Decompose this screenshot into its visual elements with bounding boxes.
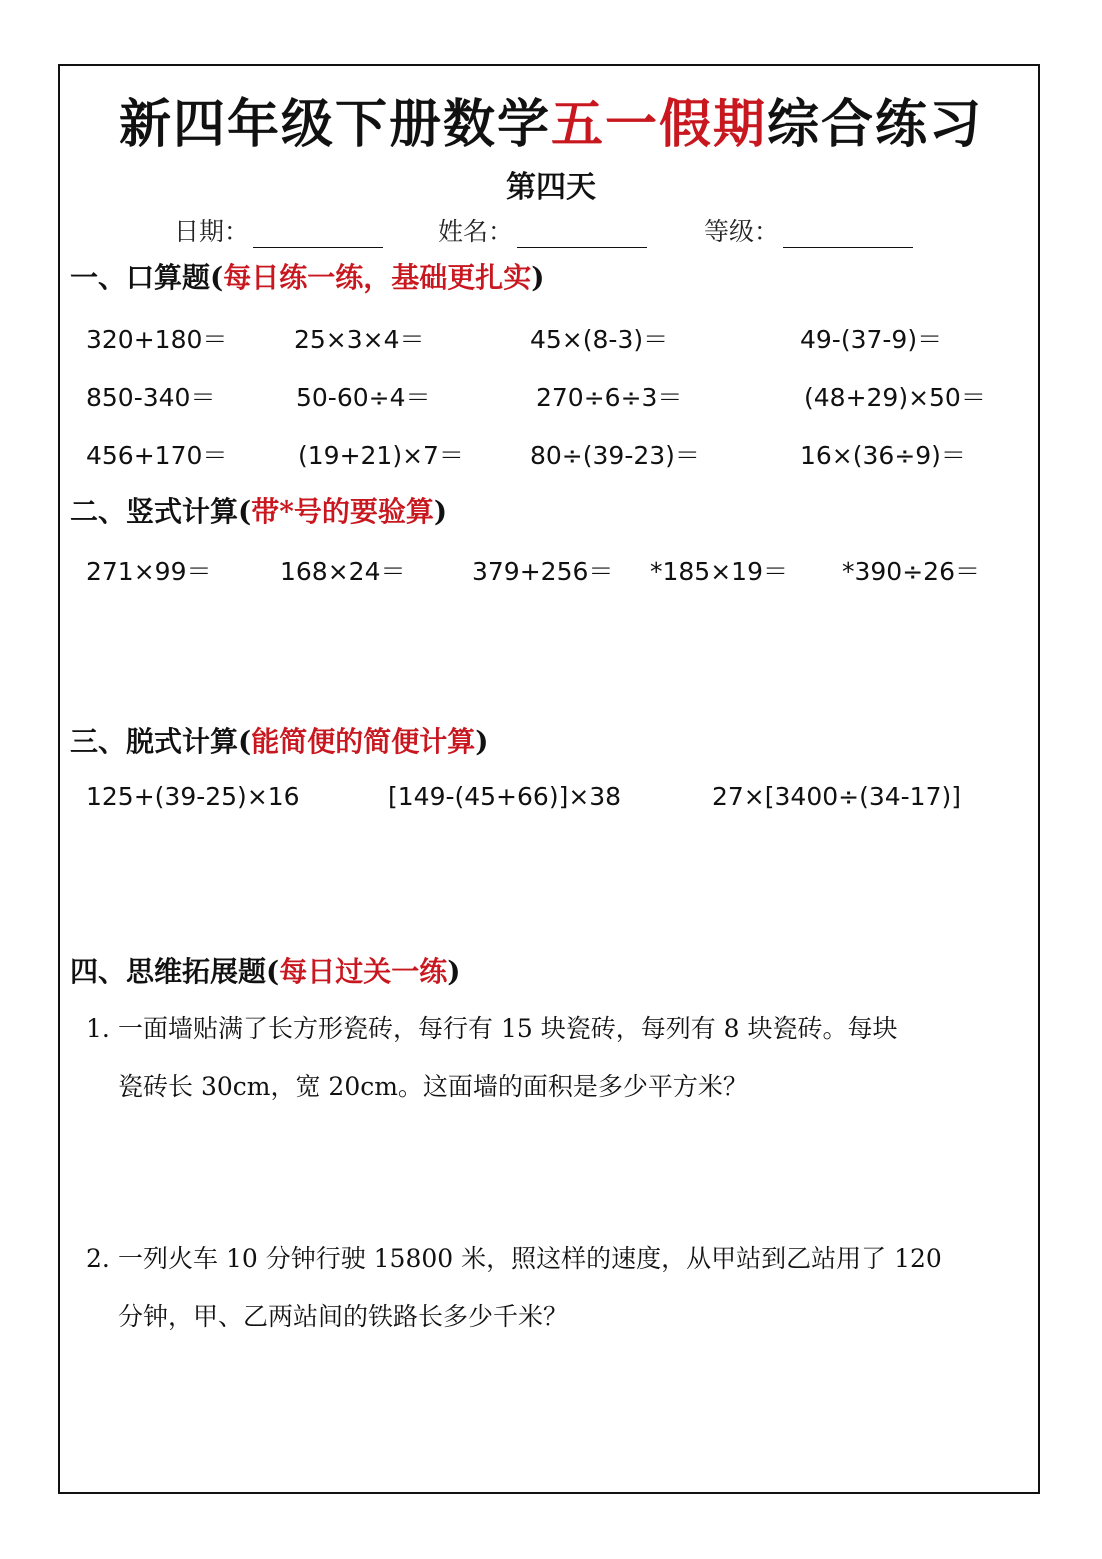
stepwise-calc-item: [149-(45+66)]×38 (388, 782, 622, 811)
word-problem-2 (86, 1230, 1022, 1346)
problem-text: 一列火车 10 分钟行驶 15800 米，照这样的速度，从甲站到乙站用了 120 (118, 1244, 942, 1273)
problem-text: 一面墙贴满了长方形瓷砖，每行有 15 块瓷砖，每列有 8 块瓷砖。每块 (118, 1014, 898, 1043)
section2-open-paren: ( (238, 495, 252, 528)
section1-hint: 每日练一练，基础更扎实 (223, 261, 532, 294)
word-problem-1 (86, 1000, 1022, 1116)
name-label: 姓名： (438, 217, 514, 246)
section3-open-paren: ( (238, 725, 252, 758)
page-subtitle: 第四天 (506, 170, 596, 205)
section1-title: 一、口算题 (70, 261, 211, 294)
section2-title: 二、竖式计算 (70, 495, 239, 528)
name-blank[interactable] (517, 221, 647, 248)
problem-text-continued: 瓷砖长 30cm，宽 20cm。这面墙的面积是多少平方米？ (118, 1072, 748, 1101)
oral-item: 850-340＝ (86, 383, 216, 412)
problem-number: 1. (86, 1014, 110, 1043)
oral-item: 50-60÷4＝ (296, 383, 431, 412)
problem-text-continued: 分钟，甲、乙两站间的铁路长多少千米？ (118, 1302, 569, 1331)
title-end: 综合练习 (767, 94, 984, 155)
oral-item: 49-(37-9)＝ (800, 325, 943, 354)
date-field (174, 212, 383, 248)
section2-heading (70, 490, 447, 530)
section2-hint: 带*号的要验算 (251, 495, 434, 528)
section4-close-paren: ) (447, 955, 461, 988)
oral-item: (48+29)×50＝ (804, 383, 986, 412)
worksheet-frame (58, 64, 1040, 1494)
stepwise-calc-item: 125+(39-25)×16 (86, 782, 300, 811)
oral-item: 320+180＝ (86, 325, 228, 354)
oral-item: 80÷(39-23)＝ (530, 441, 700, 470)
section2-close-paren: ) (433, 495, 448, 528)
section3-close-paren: ) (475, 725, 489, 758)
stepwise-calc-item: 27×[3400÷(34-17)] (712, 782, 961, 811)
problem-line (86, 1000, 1022, 1058)
section4-open-paren: ( (266, 955, 280, 988)
section1-close-paren: ) (531, 261, 545, 294)
grade-label: 等级： (704, 217, 780, 246)
vertical-calc-item: 168×24＝ (280, 557, 406, 586)
grade-field (704, 212, 913, 248)
problem-number: 2. (86, 1244, 110, 1273)
oral-item: 45×(8-3)＝ (530, 325, 669, 354)
section4-title: 四、思维拓展题 (70, 955, 267, 988)
section1-heading (70, 256, 545, 296)
section4-hint: 每日过关一练 (279, 955, 448, 988)
section3-title: 三、脱式计算 (70, 725, 239, 758)
page-title (60, 82, 1042, 157)
name-field (438, 212, 647, 248)
vertical-calc-item: 271×99＝ (86, 557, 212, 586)
oral-item: 270÷6÷3＝ (536, 383, 683, 412)
section4-heading (70, 950, 461, 990)
oral-item: 25×3×4＝ (294, 325, 425, 354)
section3-hint: 能简便的简便计算 (251, 725, 476, 758)
vertical-calc-item: *390÷26＝ (842, 557, 980, 586)
oral-item: 456+170＝ (86, 441, 228, 470)
section1-open-paren: ( (210, 261, 224, 294)
vertical-calc-item: *185×19＝ (650, 557, 788, 586)
oral-item: 16×(36÷9)＝ (800, 441, 966, 470)
date-blank[interactable] (253, 221, 383, 248)
grade-blank[interactable] (783, 221, 913, 248)
vertical-calc-item: 379+256＝ (472, 557, 614, 586)
title-highlight: 五一假期 (550, 94, 767, 155)
title-main: 新四年级下册数学 (118, 94, 551, 155)
oral-item: (19+21)×7＝ (298, 441, 464, 470)
date-label: 日期： (174, 217, 250, 246)
section3-heading (70, 720, 489, 760)
problem-line (86, 1230, 1022, 1288)
